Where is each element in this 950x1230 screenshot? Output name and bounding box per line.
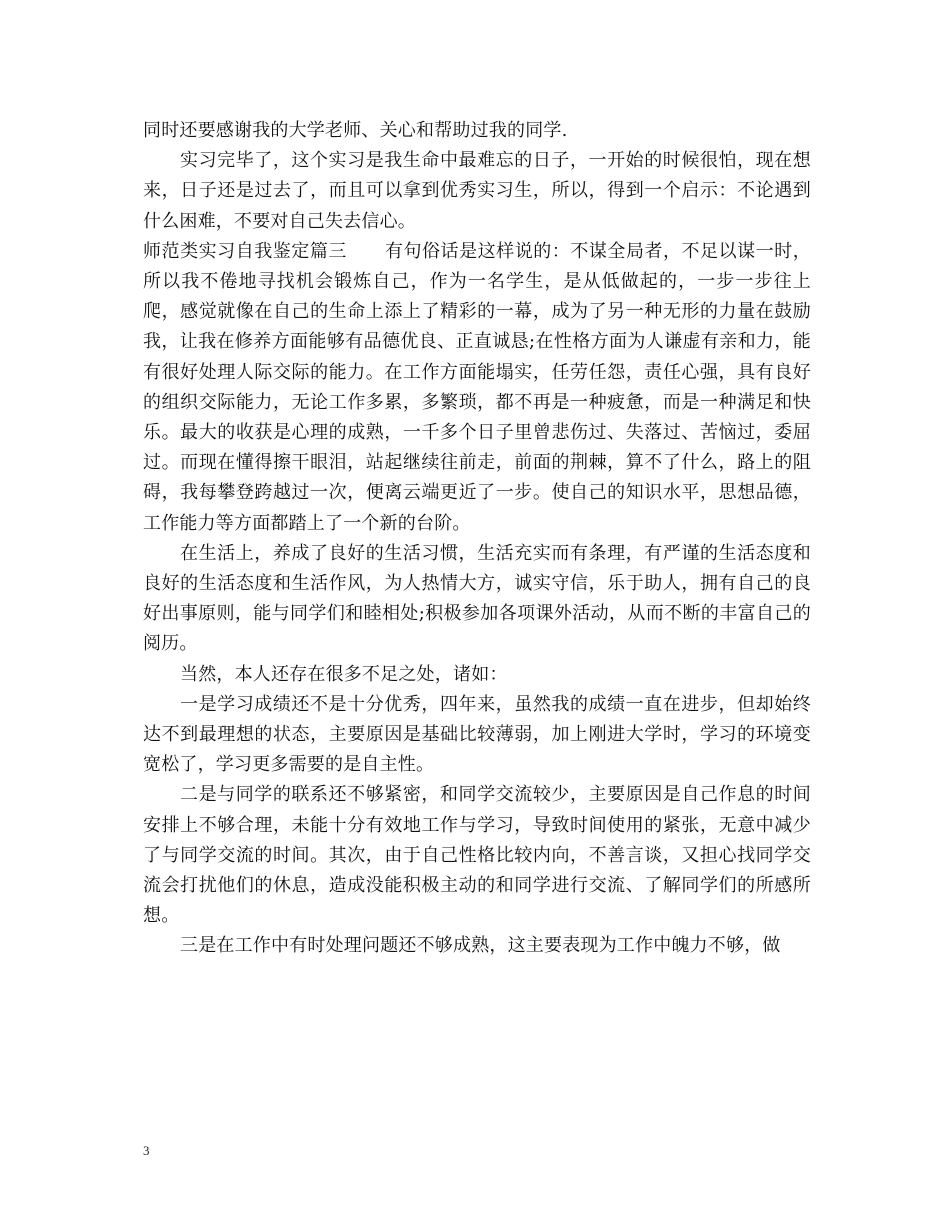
paragraph-2: 实习完毕了，这个实习是我生命中最难忘的日子，一开始的时候很怕，现在想来，日子还是过去了，而且可以拿到优秀实习生，所以，得到一个启示：不论遇到什么困难，不要对自己失去信心。 [143, 150, 811, 232]
paragraph-1: 同时还要感谢我的大学老师、关心和帮助过我的同学. [143, 120, 568, 141]
paragraph-3-body: 有句俗话是这样说的：不谋全局者，不足以谋一时，所以我不倦地寻找机会锻炼自己，作为一名学生，是从低做起的，一步一步往上爬，感觉就像在自己的生命上添上了精彩的一幕，成为了另一种无形的力量在鼓励我，让我在修养方面能够有品德优良、正直诚恳;在性格方面为人谦虚有亲和力，能有很好处理人际交际的能力。在工作方面能塌实，任劳任怨，责任心强，具有良好的组织交际能力，无论工作多累，多繁琐，都不再是一种疲惫，而是一种满足和快乐。最大的收获是心理的成熟，一千多个日子里曾悲伤过、失落过、苦恼过，委屈过。而现在懂得擦干眼泪，站起继续往前走，前面的荆棘，算不了什么，路上的阻碍，我每攀登跨越过一次，便离云端更近了一步。使自己的知识水平，思想品德，工作能力等方面都踏上了一个新的台阶。 [143, 240, 811, 534]
paragraph-6: 一是学习成绩还不是十分优秀，四年来，虽然我的成绩一直在进步，但却始终达不到最理想的状态，主要原因是基础比较薄弱，加上刚进大学时，学习的环境变宽松了，学习更多需要的是自主性。 [143, 693, 811, 776]
paragraph-3 [143, 237, 811, 539]
paragraph-4: 在生活上，养成了良好的生活习惯，生活充实而有条理，有严谨的生活态度和良好的生活态度和生活作风，为人热情大方，诚实守信，乐于助人，拥有自己的良好出事原则，能与同学们和睦相处;积极参加各项课外活动，从而不断的丰富自己的阅历。 [143, 542, 811, 655]
page-number: 3 [143, 1143, 150, 1158]
section-heading: 师范类实习自我鉴定篇三 [143, 240, 347, 262]
paragraph-5: 当然，本人还存在很多不足之处，诸如： [180, 663, 508, 685]
paragraph-7: 二是与同学的联系还不够紧密，和同学交流较少，主要原因是自己作息的时间安排上不够合理，未能十分有效地工作与学习，导致时间使用的紧张，无意中减少了与同学交流的时间。其次，由于自己性格比较内向，不善言谈，又担心找同学交流会打扰他们的休息，造成没能积极主动的和同学进行交流、了解同学们的所感所想。 [143, 784, 811, 927]
document-body [143, 116, 811, 962]
paragraph-8: 三是在工作中有时处理问题还不够成熟，这主要表现为工作中魄力不够，做 [180, 935, 781, 957]
